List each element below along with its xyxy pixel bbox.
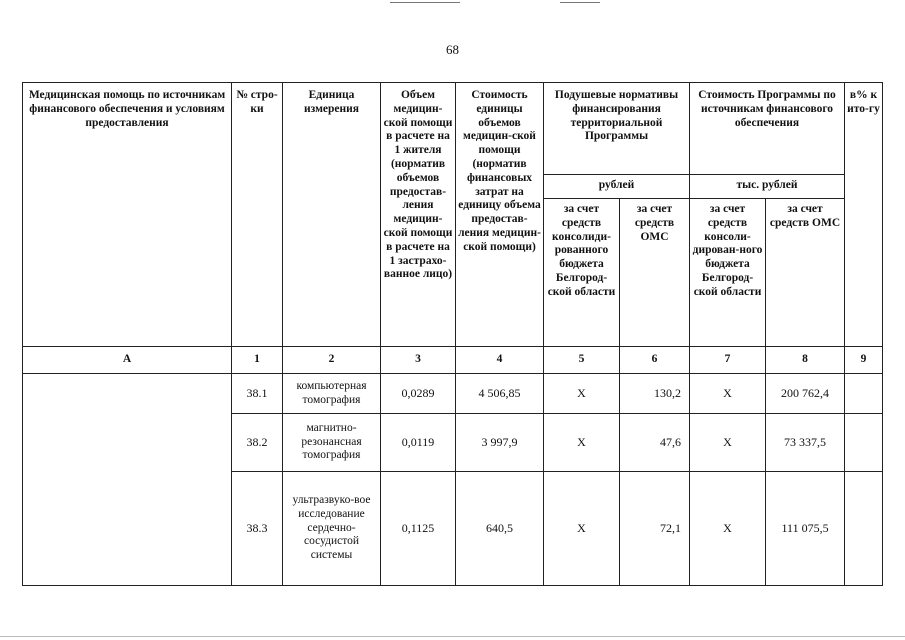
column-index: 1 (232, 347, 283, 374)
header-budget-rub: за счет средств консолиди-рованного бюджета Белгород-ской области (544, 199, 620, 347)
column-index-row (23, 347, 883, 374)
header-program-cost: Стоимость Программы по источникам финансового обеспечения (690, 83, 845, 175)
budget-thousand-cell: Х (690, 414, 766, 472)
oms-thousand-cell: 73 337,5 (766, 414, 845, 472)
oms-rub-cell: 72,1 (620, 472, 690, 586)
header-thousand-rubles: тыс. рублей (690, 175, 845, 199)
column-index: 3 (381, 347, 456, 374)
budget-rub-cell: Х (544, 414, 620, 472)
row-number-cell: 38.1 (232, 374, 283, 414)
unit-cost-cell: 4 506,85 (456, 374, 544, 414)
header-unit: Единица измерения (283, 83, 381, 347)
scan-edge-mark (560, 2, 600, 3)
unit-cost-cell: 640,5 (456, 472, 544, 586)
oms-rub-cell: 47,6 (620, 414, 690, 472)
header-budget-thousand: за счет средств консоли-дирован-ного бюджета Белгород-ской области (690, 199, 766, 347)
oms-thousand-cell: 200 762,4 (766, 374, 845, 414)
unit-cell: ультразвуко-вое исследование сердечно-сосудистой системы (283, 472, 381, 586)
budget-thousand-cell: Х (690, 374, 766, 414)
volume-cell: 0,0119 (381, 414, 456, 472)
unit-cost-cell: 3 997,9 (456, 414, 544, 472)
oms-rub-cell: 130,2 (620, 374, 690, 414)
percent-cell (845, 374, 883, 414)
scan-bottom-edge (0, 636, 905, 637)
budget-thousand-cell: Х (690, 472, 766, 586)
row-number-cell: 38.3 (232, 472, 283, 586)
budget-rub-cell: Х (544, 374, 620, 414)
header-rubles: рублей (544, 175, 690, 199)
header-volume: Объем медицин-ской помощи в расчете на 1 жителя (норматив объемов предостав-ления медицин-ской помощи в расчете на 1 застрахо-ванное лицо) (381, 83, 456, 347)
column-index: 2 (283, 347, 381, 374)
header-oms-thousand: за счет средств ОМС (766, 199, 845, 347)
percent-cell (845, 472, 883, 586)
financing-table (22, 82, 883, 586)
column-index: 5 (544, 347, 620, 374)
scan-edge-mark (390, 2, 460, 3)
oms-thousand-cell: 111 075,5 (766, 472, 845, 586)
column-index: 7 (690, 347, 766, 374)
care-type-cell (23, 374, 232, 586)
header-per-capita: Подушевые нормативы финансирования территориальной Программы (544, 83, 690, 175)
column-index: А (23, 347, 232, 374)
volume-cell: 0,0289 (381, 374, 456, 414)
column-index: 4 (456, 347, 544, 374)
header-percent: в% к ито-гу (845, 83, 883, 347)
page-number: 68 (446, 42, 459, 57)
column-index: 8 (766, 347, 845, 374)
percent-cell (845, 414, 883, 472)
unit-cell: компьютерная томография (283, 374, 381, 414)
column-index: 6 (620, 347, 690, 374)
header-row-number: № стро-ки (232, 83, 283, 347)
volume-cell: 0,1125 (381, 472, 456, 586)
column-index: 9 (845, 347, 883, 374)
table-row (23, 374, 883, 414)
header-oms-rub: за счет средств ОМС (620, 199, 690, 347)
budget-rub-cell: Х (544, 472, 620, 586)
header-care-type: Медицинская помощь по источникам финансового обеспечения и условиям предоставления (23, 83, 232, 347)
header-unit-cost: Стоимость единицы объемов медицин-ской помощи (норматив финансовых затрат на единицу объема предостав-ления медицин-ской помощи) (456, 83, 544, 347)
row-number-cell: 38.2 (232, 414, 283, 472)
unit-cell: магнитно-резонансная томография (283, 414, 381, 472)
